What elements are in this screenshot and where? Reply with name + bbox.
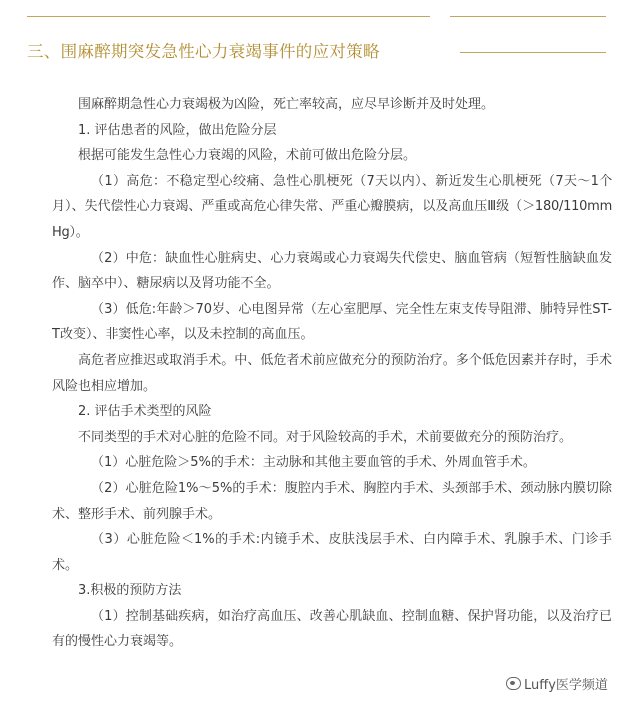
- surgery-low-risk-item: （3）心脏危险＜1%的手术:内镜手术、皮肤浅层手术、白内障手术、乳腺手术、门诊手术。: [52, 532, 612, 573]
- stratification-paragraph: 根据可能发生急性心力衰竭的风险，术前可做出危险分层。: [78, 148, 417, 164]
- watermark-text: Luffy医学频道: [524, 678, 608, 693]
- article-body: [52, 92, 612, 655]
- intro-paragraph: 围麻醉期急性心力衰竭极为凶险，死亡率较高，应尽早诊断并及时处理。: [78, 97, 495, 112]
- high-risk-item: （1）高危：不稳定型心绞痛、急性心肌梗死（7天以内）、新近发生心肌梗死（7天～1个月）、失代偿性心力衰竭、严重或高危心律失常、严重心瓣膜病，以及高血压Ⅲ级（＞180/110mmHg）。: [52, 173, 612, 240]
- top-rule-right: [450, 16, 606, 17]
- risk-advice-paragraph: 高危者应推迟或取消手术。中、低危者术前应做充分的预防治疗。多个低危因素并存时，手术风险也相应增加。: [52, 352, 612, 394]
- prevention-item: （1）控制基础疾病，如治疗高血压、改善心肌缺血、控制血糖、保护肾功能，以及治疗已有的慢性心力衰竭等。: [52, 608, 612, 650]
- heading-rule: [460, 52, 606, 53]
- wechat-icon: [506, 677, 521, 690]
- medium-risk-item: （2）中危：缺血性心脏病史、心力衰竭或心力衰竭失代偿史、脑血管病（短暂性脑缺血发作、脑卒中）、糖尿病以及肾功能不全。: [52, 250, 612, 292]
- surgery-risk-paragraph: 不同类型的手术对心脏的危险不同。对于风险较高的手术，术前要做充分的预防治疗。: [78, 429, 573, 445]
- subheading-prevention: 3.积极的预防方法: [78, 583, 182, 599]
- watermark: [504, 674, 610, 693]
- subheading-surgery-risk: 2. 评估手术类型的风险: [78, 404, 212, 420]
- top-rule-left: [27, 16, 430, 17]
- surgery-high-risk-item: （1）心脏危险＞5%的手术：主动脉和其他主要血管的手术、外周血管手术。: [91, 455, 536, 471]
- low-risk-item: （3）低危:年龄＞70岁、心电图异常（左心室肥厚、完全性左束支传导阻滞、肺特异性ST-T改变）、非窦性心率，以及未控制的高血压。: [52, 301, 612, 343]
- section-heading: 三、围麻醉期突发急性心力衰竭事件的应对策略: [27, 42, 380, 61]
- surgery-medium-risk-item: （2）心脏危险1%～5%的手术：腹腔内手术、胸腔内手术、头颈部手术、颈动脉内膜切除术、整形手术、前列腺手术。: [52, 480, 612, 522]
- subheading-risk-assessment: 1. 评估患者的风险，做出危险分层: [78, 122, 277, 138]
